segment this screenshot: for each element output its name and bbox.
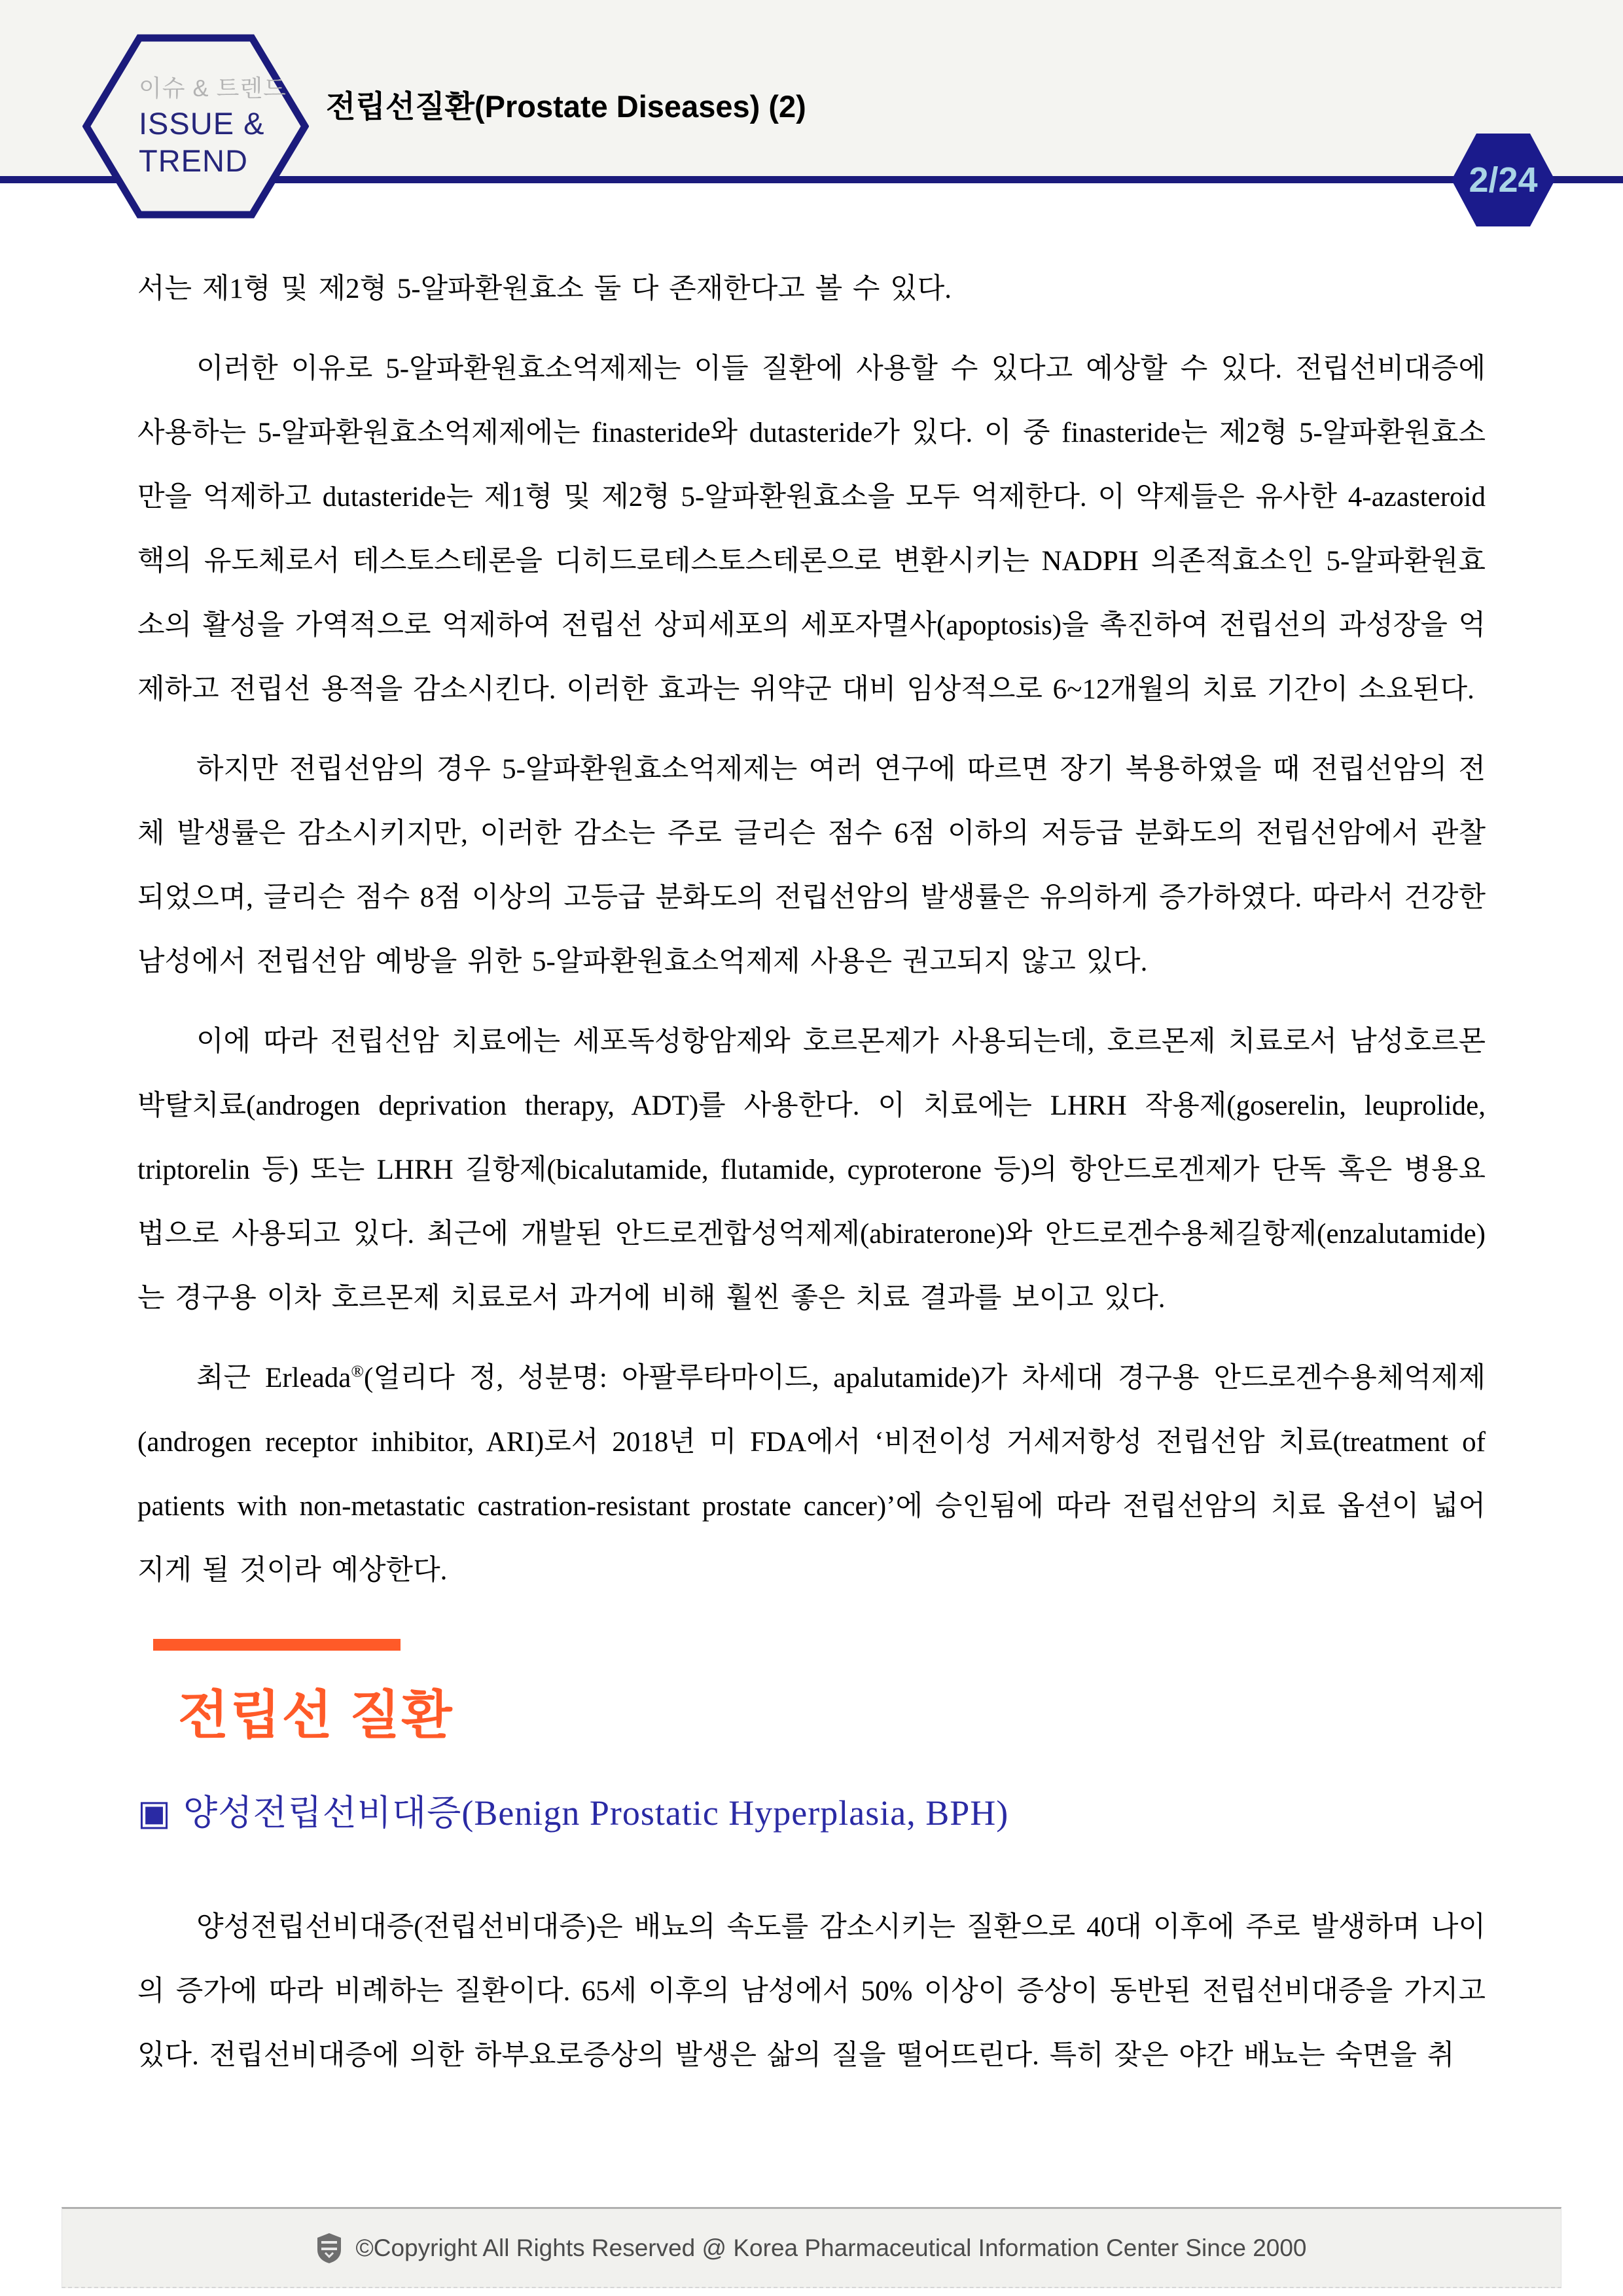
paragraph: 이러한 이유로 5-알파환원효소억제제는 이들 질환에 사용할 수 있다고 예상할 수 있다. 전립선비대증에 사용하는 5-알파환원효소억제제에는 finasteride와 dutasteride가 있다. 이 중 finasteride는 제2형 5-알파환원효소만을 억제하고 dutasteride는 제1형 및 제2형 5-알파환원효소을 모두 억제한다. 이 약제들은 유사한 4-azasteroid 핵의 유도체로서 테스토스테론을 디히드로테스토스테론으로 변환시키는 NADPH 의존적효소인 5-알파환원효소의 활성을 가역적으로 억제하여 전립선 상피세포의 세포자멸사(apoptosis)을 촉진하여 전립선의 과성장을 억제하고 전립선 용적을 감소시킨다. 이러한 효과는 위약군 대비 임상적으로 6~12개월의 치료 기간이 소요된다. [137,353,1486,705]
document-body [137,184,1486,2104]
paragraph: 하지만 전립선암의 경우 5-알파환원효소억제제는 여러 연구에 따르면 장기 복용하였을 때 전립선암의 전체 발생률은 감소시키지만, 이러한 감소는 주로 글리슨 점수 6점 이하의 저등급 분화도의 전립선암에서 관찰되었으며, 글리슨 점수 8점 이상의 고등급 분화도의 전립선암의 발생률은 유의하게 증가하였다. 따라서 건강한 남성에서 전립선암 예방을 위한 5-알파환원효소억제제 사용은 권고되지 않고 있다. [137,754,1486,977]
square-bullet-icon: ▣ [137,1793,172,1833]
subsection-title [137,1785,1486,1835]
section-divider-bar [153,1639,401,1651]
body-paragraphs [137,257,1486,1603]
paragraph: 서는 제1형 및 제2형 5-알파환원효소 둘 다 존재한다고 볼 수 있다. [137,274,952,304]
copyright-text: ©Copyright All Rights Reserved @ Korea Pharmaceutical Information Center Since 2000 [355,2234,1307,2261]
subsection-paragraphs [137,1895,1486,2088]
paragraph: 양성전립선비대증(전립선비대증)은 배뇨의 속도를 감소시키는 질환으로 40대 이후에 주로 발생하며 나이의 증가에 따라 비례하는 질환이다. 65세 이후의 남성에서 50% 이상이 증상이 동반된 전립선비대증을 가지고 있다. 전립선비대증에 의한 하부요로증상의 발생은 삶의 질을 떨어뜨린다. 특히 잦은 야간 배뇨는 숙면을 취 [137,1912,1486,2071]
issue-trend-logo [82,34,309,219]
page-footer [62,2207,1561,2288]
page-title: 전립선질환(Prostate Diseases) (2) [326,89,806,124]
section-title: 전립선 질환 [178,1686,454,1744]
logo-korean-label: 이슈 & 트렌드 [139,75,287,102]
logo-english-label-1: ISSUE & [139,105,265,141]
subsection-title-text: 양성전립선비대증(Benign Prostatic Hyperplasia, BPH) [183,1793,1009,1833]
page-number-badge: 2/24 [1469,160,1538,200]
paragraph: 이에 따라 전립선암 치료에는 세포독성항암제와 호르몬제가 사용되는데, 호르몬제 치료로서 남성호르몬박탈치료(androgen deprivation therapy, ADT)를 사용한다. 이 치료에는 LHRH 작용제(goserelin, leuprolide, triptorelin 등) 또는 LHRH 길항제(bicalutamide, flutamide, cyproterone 등)의 항안드로겐제가 단독 혹은 병용요법으로 사용되고 있다. 최근에 개발된 안드로겐합성억제제(abiraterone)와 안드로겐수용체길항제(enzalutamide)는 경구용 이차 호르몬제 치료로서 과거에 비해 훨씬 좋은 치료 결과를 보이고 있다. [137,1026,1486,1314]
logo-english-label-2: TREND [139,143,248,179]
paragraph: 최근 Erleada®(얼리다 정, 성분명: 아팔루타마이드, apalutamide)가 차세대 경구용 안드로겐수용체억제제(androgen receptor inhibitor, ARI)로서 2018년 미 FDA에서 ‘비전이성 거세저항성 전립선암 치료(treatment of patients with non-metastatic castration-resistant prostate cancer)’에 승인됨에 따라 전립선암의 치료 옵션이 넓어지게 될 것이라 예상한다. [137,1361,1486,1586]
section-block [137,1639,1486,2088]
copyright-shield-icon [316,2232,342,2265]
